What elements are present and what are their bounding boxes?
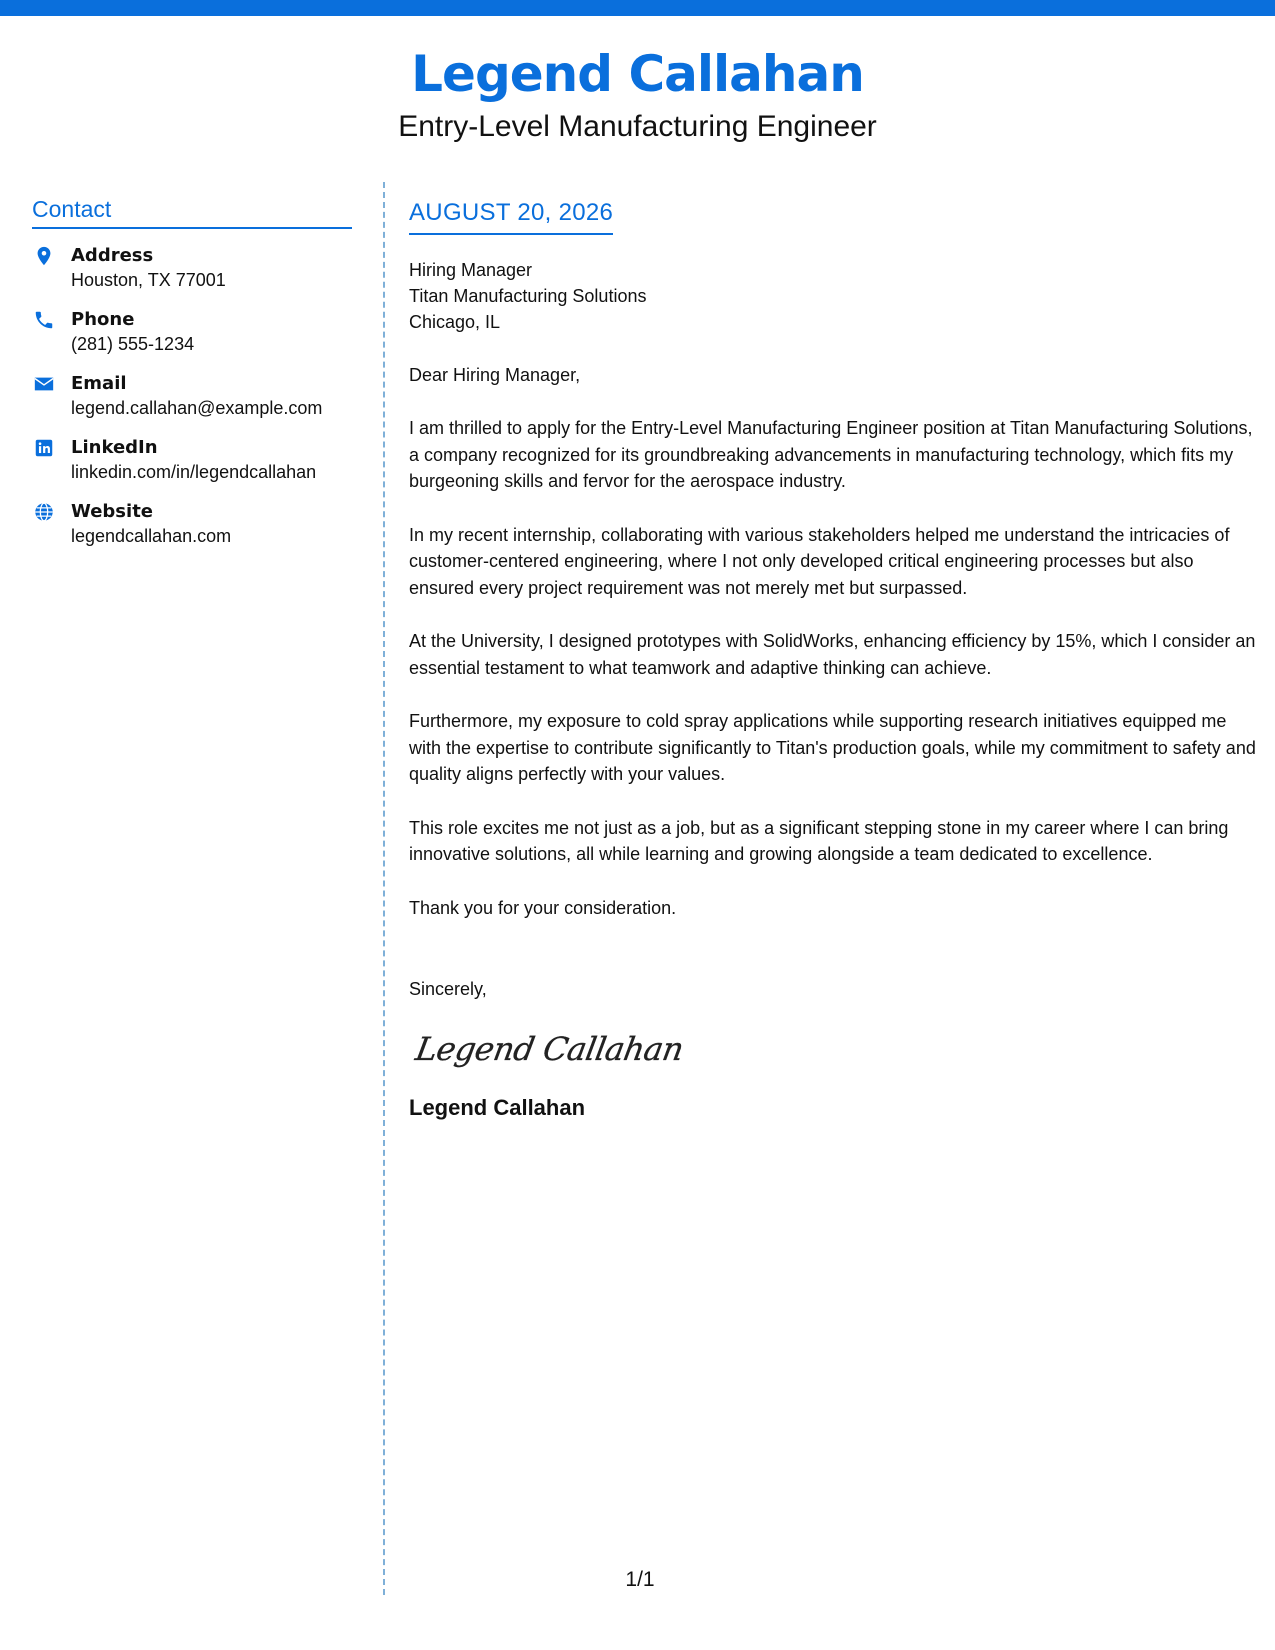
body-paragraph: This role excites me not just as a job, but as a significant stepping stone in my career where I can bring innovative solutions, all while learning and growing alongside a team dedicated to excellence. [409, 817, 1229, 864]
location-pin-icon [33, 245, 55, 267]
applicant-role: Entry-Level Manufacturing Engineer [398, 110, 877, 143]
column-divider [383, 182, 385, 1595]
recipient-block [409, 257, 1259, 335]
applicant-name: Legend Callahan [411, 45, 864, 103]
recipient-line: Chicago, IL [409, 312, 501, 332]
body-paragraph: Furthermore, my exposure to cold spray applications while supporting research initiatives equipped me with the expertise to contribute significantly to Titan's production goals, while my commitment to safety and quality aligns perfectly with your values. [409, 711, 1256, 784]
body-paragraph: At the University, I designed prototypes with SolidWorks, enhancing efficiency by 15%, which I consider an essential testament to what teamwork and adaptive thinking can achieve. [409, 631, 1256, 678]
letter-header [0, 42, 1275, 146]
contact-value[interactable]: legend.callahan@example.com [71, 398, 323, 418]
top-accent-bar [0, 0, 1275, 16]
contact-label: Phone [71, 309, 135, 330]
contact-label: Email [71, 373, 127, 394]
body-paragraph: I am thrilled to apply for the Entry-Level Manufacturing Engineer position at Titan Manufacturing Solutions, a company recognized for its groundbreaking advancements in manufacturing technology, which fits my burgeoning skills and fervor for the aerospace industry. [409, 418, 1253, 491]
envelope-icon [33, 373, 55, 395]
linkedin-icon [33, 437, 55, 459]
contact-value: Houston, TX 77001 [71, 270, 226, 290]
contact-item-website [32, 499, 352, 549]
letter-date: AUGUST 20, 2026 [409, 198, 613, 235]
contact-item-address [32, 243, 352, 293]
phone-icon [33, 309, 55, 331]
contact-value: (281) 555-1234 [71, 334, 195, 354]
recipient-line: Titan Manufacturing Solutions [409, 286, 647, 306]
globe-icon [33, 501, 55, 523]
contact-sidebar [32, 195, 352, 549]
page-number: 1/1 [625, 1568, 655, 1591]
body-paragraph: Thank you for your consideration. [409, 897, 677, 918]
signature-text: Legend Callahan [412, 1030, 687, 1068]
contact-item-linkedin [32, 435, 352, 485]
signature-graphic [412, 1022, 687, 1074]
contact-value[interactable]: linkedin.com/in/legendcallahan [71, 462, 317, 482]
contact-label: Address [71, 245, 154, 266]
contact-title: Contact [32, 195, 352, 229]
letter-body [409, 198, 1259, 1123]
contact-value[interactable]: legendcallahan.com [71, 526, 232, 546]
recipient-line: Hiring Manager [409, 260, 533, 280]
contact-item-phone [32, 307, 352, 357]
contact-item-email [32, 371, 352, 421]
handwritten-signature [413, 1022, 1259, 1079]
contact-label: LinkedIn [71, 437, 158, 458]
closing: Sincerely, [409, 979, 487, 999]
body-paragraph: In my recent internship, collaborating with various stakeholders helped me understand the intricacies of customer-centered engineering, where I not only developed critical engineering processes but also ensured every project requirement was not merely met but surpassed. [409, 524, 1230, 598]
salutation: Dear Hiring Manager, [409, 365, 581, 385]
signer-name: Legend Callahan [409, 1095, 586, 1120]
contact-label: Website [71, 501, 154, 522]
